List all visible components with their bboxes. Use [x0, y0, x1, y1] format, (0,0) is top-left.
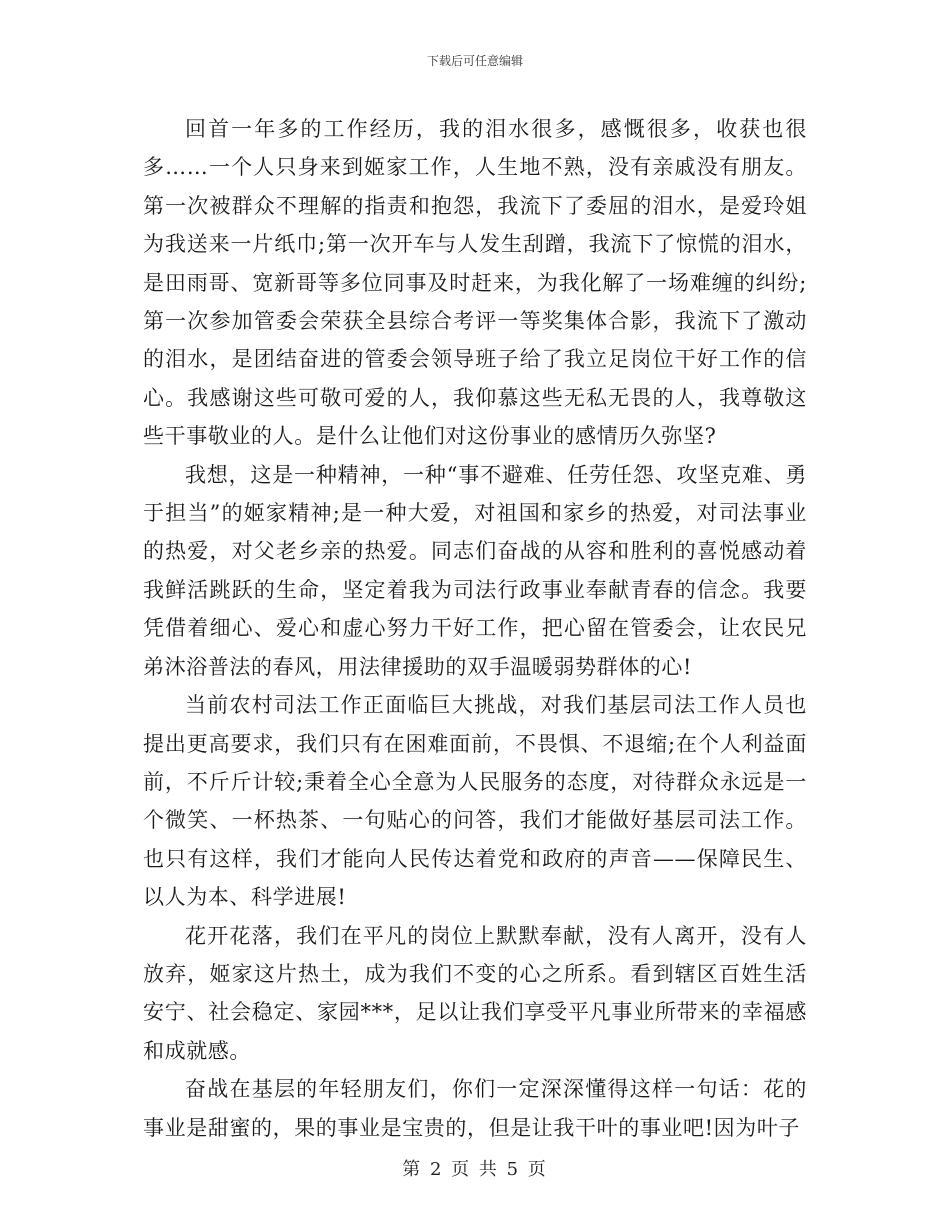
document-body	[143, 110, 807, 1147]
paragraph: 回首一年多的工作经历，我的泪水很多，感慨很多，收获也很多……一个人只身来到姬家工作，人生地不熟，没有亲戚没有朋友。第一次被群众不理解的指责和抱怨，我流下了委屈的泪水，是爱玲姐为我送来一片纸巾;第一次开车与人发生刮蹭，我流下了惊慌的泪水，是田雨哥、宽新哥等多位同事及时赶来，为我化解了一场难缠的纠纷;第一次参加管委会荣获全县综合考评一等奖集体合影，我流下了激动的泪水，是团结奋进的管委会领导班子给了我立足岗位干好工作的信心。我感谢这些可敬可爱的人，我仰慕这些无私无畏的人，我尊敬这些干事敬业的人。是什么让他们对这份事业的感情历久弥坚?	[143, 117, 807, 449]
paragraph: 当前农村司法工作正面临巨大挑战，对我们基层司法工作人员也提出更高要求，我们只有在困难面前，不畏惧、不退缩;在个人利益面前，不斤斤计较;秉着全心全意为人民服务的态度，对待群众永远是一个微笑、一杯热茶、一句贴心的问答，我们才能做好基层司法工作。也只有这样，我们才能向人民传达着党和政府的声音——保障民生、以人为本、科学进展!	[143, 693, 807, 910]
paragraph: 奋战在基层的年轻朋友们，你们一定深深懂得这样一句话：花的事业是甜蜜的，果的事业是宝贵的，但是让我干叶的事业吧!因为叶子	[143, 1077, 807, 1140]
paragraph: 我想，这是一种精神，一种“事不避难、任劳任怨、攻坚克难、勇于担当”的姬家精神;是一种大爱，对祖国和家乡的热爱，对司法事业的热爱，对父老乡亲的热爱。同志们奋战的从容和胜利的喜悦感动着我鲜活跳跃的生命，坚定着我为司法行政事业奉献青春的信念。我要凭借着细心、爱心和虚心努力干好工作，把心留在管委会，让农民兄弟沐浴普法的春风，用法律援助的双手温暖弱势群体的心!	[143, 462, 807, 679]
page-header: 下载后可任意编辑	[426, 54, 523, 68]
paragraph: 花开花落，我们在平凡的岗位上默默奉献，没有人离开，没有人放弃，姬家这片热土，成为我们不变的心之所系。看到辖区百姓生活安宁、社会稳定、家园***，足以让我们享受平凡事业所带来的幸福感和成就感。	[143, 923, 807, 1063]
page-footer: 第 2 页 共 5 页	[402, 1159, 548, 1180]
